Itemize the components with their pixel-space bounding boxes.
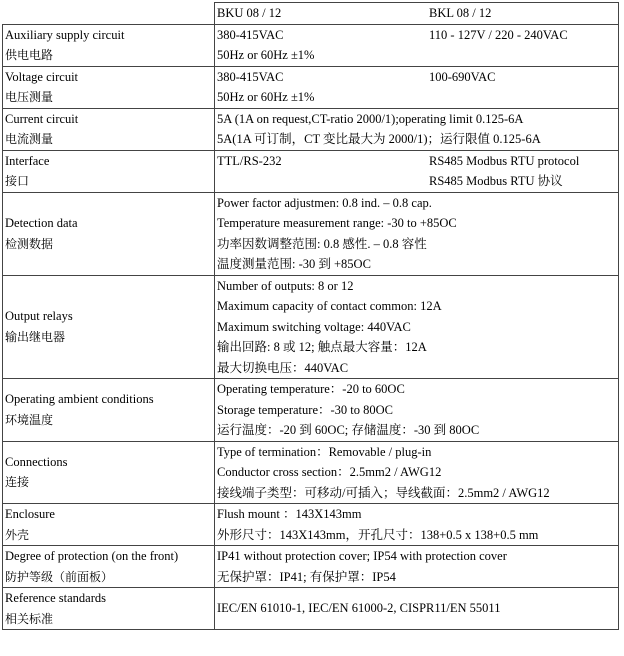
table-row [3,108,619,150]
row-value [215,66,619,108]
table-row [3,275,619,379]
value-line: 50Hz or 60Hz ±1% [217,48,315,62]
value-line: 380-415VAC [217,69,284,84]
row-label-zh: 输出继电器 [5,329,66,344]
value-line: IP41 without protection cover; IP54 with protection cover [217,549,507,563]
value-line: 温度测量范围: -30 到 +85OC [217,257,371,271]
value-line: RS485 Modbus RTU 协议 [429,174,563,188]
value-line: Maximum switching voltage: 440VAC [217,319,411,334]
row-label [3,588,215,630]
row-label [3,66,215,108]
row-value [215,150,619,192]
row-label-en: Current circuit [5,111,79,126]
value-line: Operating temperature：-20 to 60OC [217,382,405,396]
row-label-en: Connections [5,454,68,469]
row-label [3,546,215,588]
value-line: TTL/RS-232 [217,153,282,168]
row-label [3,504,215,546]
row-value [215,504,619,546]
row-value [215,379,619,442]
value-line: 输出回路: 8 或 12; 触点最大容量：12A [217,340,427,354]
row-label-zh: 检测数据 [5,236,54,251]
row-label-zh: 电流测量 [5,132,54,146]
row-label [3,441,215,504]
value-line: 外形尺寸：143X143mm，开孔尺寸：138+0.5 x 138+0.5 mm [217,527,539,542]
row-label-en: Interface [5,153,50,168]
header-models-cell [215,3,619,25]
row-label-en: Reference standards [5,591,106,605]
row-label [3,275,215,379]
table-row [3,441,619,504]
row-label-zh: 连接 [5,475,30,490]
table-row [3,192,619,275]
header-model-bkl: BKL 08 / 12 [429,6,492,20]
value-line: 110 - 127V / 220 - 240VAC [429,27,568,42]
row-value [215,192,619,275]
value-line: Conductor cross section：2.5mm2 / AWG12 [217,465,442,479]
value-line: 运行温度：-20 到 60OC; 存储温度：-30 到 80OC [217,423,480,437]
value-line: 最大切换电压：440VAC [217,360,349,375]
row-value [215,441,619,504]
value-line: 380-415VAC [217,27,284,42]
table-row [3,150,619,192]
row-label [3,192,215,275]
value-line: 功率因数调整范围: 0.8 感性. – 0.8 容性 [217,236,427,251]
value-line: 5A(1A 可订制，CT 变比最大为 2000/1)；运行限值 0.125-6A [217,132,541,146]
table-header-row [3,3,619,25]
row-label-zh: 外壳 [5,527,30,542]
value-line: Type of termination：Removable / plug-in [217,444,432,459]
value-line: Temperature measurement range: -30 to +85OC [217,216,457,230]
value-line: Number of outputs: 8 or 12 [217,278,354,293]
row-label [3,150,215,192]
row-label-en: Enclosure [5,507,55,521]
row-label-en: Voltage circuit [5,69,79,84]
header-model-bku: BKU 08 / 12 [217,6,282,20]
value-line: 无保护罩：IP41; 有保护罩：IP54 [217,569,396,584]
row-label [3,379,215,442]
row-label-en: Degree of protection (on the front) [5,549,179,563]
row-label-zh: 环境温度 [5,412,54,427]
value-line: Power factor adjustmen: 0.8 ind. – 0.8 cap. [217,195,432,210]
row-value [215,275,619,379]
row-value [215,588,619,630]
row-label-zh: 接口 [5,174,30,188]
row-value [215,108,619,150]
row-label-zh: 相关标准 [5,611,54,626]
value-line: Maximum capacity of contact common: 12A [217,299,442,313]
row-label-en: Detection data [5,216,78,230]
table-row [3,504,619,546]
table-row [3,546,619,588]
row-label-en: Auxiliary supply circuit [5,27,125,42]
value-line: 5A (1A on request,CT-ratio 2000/1);operating limit 0.125-6A [217,111,524,126]
value-line: Storage temperature：-30 to 80OC [217,402,393,417]
value-line: 接线端子类型：可移动/可插入；导线截面：2.5mm2 / AWG12 [217,485,550,500]
row-label [3,24,215,66]
value-line: 50Hz or 60Hz ±1% [217,90,315,104]
table-row [3,379,619,442]
header-empty-cell [3,3,215,25]
row-label-en: Operating ambient conditions [5,392,154,407]
row-label-zh: 电压测量 [5,90,54,104]
value-line: 100-690VAC [429,69,496,84]
table-row [3,24,619,66]
row-label-zh: 供电电路 [5,48,54,62]
value-line: Flush mount ：143X143mm [217,507,362,521]
row-value [215,546,619,588]
row-label-en: Output relays [5,309,73,324]
table-row [3,66,619,108]
row-label [3,108,215,150]
specifications-table [2,2,619,630]
value-line: IEC/EN 61010-1, IEC/EN 61000-2, CISPR11/EN 55011 [217,601,501,616]
table-row [3,588,619,630]
row-value [215,24,619,66]
value-line: RS485 Modbus RTU protocol [429,153,580,168]
row-label-zh: 防护等级（前面板） [5,569,114,584]
